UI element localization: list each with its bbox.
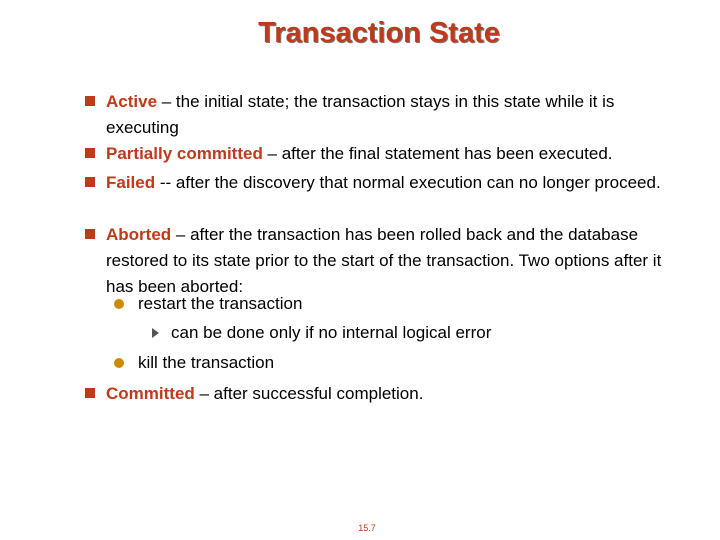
option-kill: kill the transaction [138,353,275,372]
state-term: Failed [106,173,156,192]
state-item-partially-committed [106,141,666,167]
state-term: Committed [106,384,195,403]
option-restart: restart the transaction [138,294,303,313]
state-term: Active [106,92,158,111]
square-bullet-icon [85,177,95,187]
state-item-committed [106,381,666,407]
page-number: 15.7 [358,523,376,533]
state-description: – after the transaction has been rolled back and the database restored to its state prior to the start of the transaction. Two options after it has been aborted: [106,225,662,296]
square-bullet-icon [85,388,95,398]
option-restart-note: can be done only if no internal logical error [171,323,492,342]
state-description: – after the final statement has been executed. [262,144,613,163]
state-term: Aborted [106,225,172,244]
state-description: – after successful completion. [194,384,424,403]
circle-bullet-icon [114,358,124,368]
slide-title: Transaction State [258,17,500,49]
square-bullet-icon [85,229,95,239]
state-description: – the initial state; the transaction stays in this state while it is executing [106,92,615,137]
state-item-failed [106,170,666,196]
square-bullet-icon [85,148,95,158]
circle-bullet-icon [114,299,124,309]
state-item-aborted [106,222,666,300]
state-description: -- after the discovery that normal execution can no longer proceed. [155,173,661,192]
state-term: Partially committed [106,144,263,163]
state-item-active [106,89,666,141]
triangle-bullet-icon [152,328,159,338]
square-bullet-icon [85,96,95,106]
